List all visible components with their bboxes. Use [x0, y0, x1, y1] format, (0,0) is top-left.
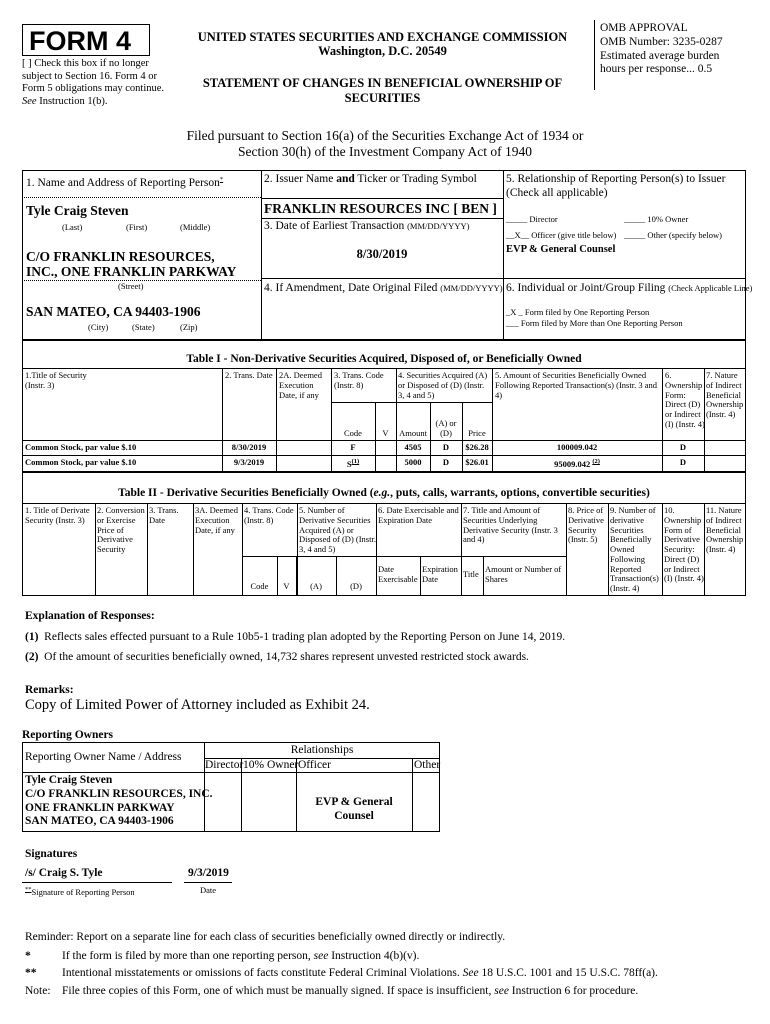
omb-title: OMB APPROVAL [600, 22, 688, 34]
explanation-item-2: (2) Of the amount of securities beneficially owned, 14,732 shares represent unvested restricted stock awards. [25, 651, 529, 663]
t2-sub-expiration: Expiration Date [422, 564, 458, 584]
t1-row2-title: Common Stock, par value $.10 [25, 457, 137, 467]
t1-col-date: 2. Trans. Date [225, 370, 273, 380]
t1-row1-form: D [679, 442, 687, 452]
reporting-person-name: Tyle Craig Steven [26, 203, 129, 218]
signer-name: /s/ Craig S. Tyle [25, 867, 103, 879]
reminder: Reminder: Report on a separate line for each class of securities beneficially owned directly or indirectly. [25, 931, 506, 943]
note-3: File three copies of this Form, one of which must be manually signed. If space is insufficient, see Instruction 6 for procedure. [62, 985, 639, 997]
owner-name-address: Tyle Craig Steven C/O FRANKLIN RESOURCES, INC. ONE FRANKLIN PARKWAY SAN MATEO, CA 94403-1906 [25, 774, 213, 828]
t1-col-code: 3. Trans. Code (Instr. 8) [334, 370, 384, 390]
footnote-2-link[interactable]: (2) [592, 458, 600, 465]
t2-sub-a: (A) [310, 581, 322, 591]
t2-col-deemed: 3A. Deemed Execution Date, if any [195, 505, 238, 535]
t1-col-acquired: 4. Securities Acquired (A) or Disposed of (D) (Instr. 3, 4 and 5) [398, 370, 488, 400]
form-title: FORM 4 [29, 26, 132, 56]
label-first: (First) [126, 222, 148, 232]
owner-officer-title: EVP & General Counsel [315, 796, 393, 822]
t1-col-owned: 5. Amount of Securities Beneficially Owned Following Reported Transaction(s) (Instr. 3 and 4) [495, 370, 657, 400]
statement-title: STATEMENT OF CHANGES IN BENEFICIAL OWNERSHIP OF SECURITIES [202, 76, 563, 105]
t1-sub-price: Price [468, 428, 486, 438]
box3-label: 3. Date of Earliest Transaction (MM/DD/YYYY) [264, 220, 470, 232]
explanation-item-1: (1) Reflects sales effected pursuant to a Rule 10b5-1 trading plan adopted by the Reporting Person on June 14, 2019. [25, 631, 566, 643]
t2-col-title: 1. Title of Derivate Security (Instr. 3) [25, 505, 90, 525]
footnote-1-link[interactable]: (1) [351, 458, 360, 465]
t1-row2-owned: 95009.042 $^{(2)}$ [554, 458, 600, 469]
officer-checkbox[interactable]: __X__ Officer (give title below) [506, 230, 617, 240]
street-line1: C/O FRANKLIN RESOURCES, [26, 249, 215, 264]
t1-sub-amount: Amount [399, 428, 427, 438]
t2-col-number: 5. Number of Derivative Securities Acquired (A) or Disposed of (D) (Instr. 3, 4 and 5) [299, 505, 376, 555]
remarks-text: Copy of Limited Power of Attorney included as Exhibit 24. [25, 697, 370, 713]
t1-row2-price: $26.01 [465, 457, 489, 467]
owners-col-relationships: Relationships [290, 744, 354, 756]
officer-title: EVP & General Counsel [506, 244, 616, 255]
t1-row2-amount: 5000 [404, 457, 422, 467]
t2-col-code: 4. Trans. Code (Instr. 8) [244, 505, 294, 525]
t1-col-nature: 7. Nature of Indirect Beneficial Ownership (Instr. 4) [706, 370, 744, 420]
omb-burden: Estimated average burden [600, 49, 720, 62]
omb-number: OMB Number: 3235-0287 [600, 35, 723, 48]
t1-row2-date: 9/3/2019 [233, 457, 265, 467]
city-state-zip: SAN MATEO, CA 94403-1906 [26, 304, 201, 319]
t2-col-date: 3. Trans. Date [149, 505, 179, 525]
t1-sub-v: V [382, 428, 389, 438]
t1-row1-date: 8/30/2019 [231, 442, 267, 452]
note-mark-3: Note: [25, 985, 51, 997]
t2-sub-d: (D) [350, 581, 362, 591]
owners-col-officer: Officer [298, 759, 331, 771]
street-line2: INC., ONE FRANKLIN PARKWAY [26, 264, 237, 279]
note-2: Intentional misstatements or omissions of facts constitute Federal Criminal Violations. See 18 U.S.C. 1001 and 15 U.S.C. 78ff(a). [62, 967, 658, 979]
t1-row1-title: Common Stock, par value $.10 [25, 442, 137, 452]
t2-sub-v: V [283, 581, 290, 591]
remarks-title: Remarks: [25, 684, 74, 696]
owners-col-director: Director [205, 759, 244, 771]
ten-percent-owner-checkbox[interactable]: _____ 10% Owner [624, 214, 689, 224]
label-zip: (Zip) [180, 322, 198, 332]
agency-name: UNITED STATES SECURITIES AND EXCHANGE COMMISSION [197, 30, 568, 44]
filed-pursuant-line2: Section 30(h) of the Investment Company Act of 1940 [238, 144, 532, 159]
t1-sub-code: Code [344, 428, 362, 438]
label-street: (Street) [118, 281, 144, 291]
signature-label: **Signature of Reporting Person [25, 886, 135, 897]
label-middle: (Middle) [180, 222, 211, 232]
box4-label: 4. If Amendment, Date Original Filed (MM/DD/YYYY) [264, 282, 503, 294]
t1-sub-aord: (A) or (D) [435, 418, 457, 438]
t1-col-form: 6. Ownership Form: Direct (D) or Indirect (I) (Instr. 4) [665, 370, 705, 429]
t2-sub-code: Code [250, 581, 269, 591]
multiple-reporting-persons-option[interactable]: ___ Form filed by More than One Reporting Person [506, 318, 683, 328]
date-label: Date [200, 885, 217, 895]
t2-col-form: 10. Ownership Form of Derivative Security: Direct (D) or Indirect (I) (Instr. 4) [664, 505, 704, 584]
t2-col-underlying: 7. Title and Amount of Securities Underlying Derivative Security (Instr. 3 and 4) [463, 505, 558, 545]
signatures-title: Signatures [25, 848, 78, 860]
owners-col-other: Other [414, 759, 441, 771]
table2-title: Table II - Derivative Securities Beneficially Owned (e.g., puts, calls, warrants, options, convertible securities) [118, 487, 650, 499]
t1-col-title: 1.Title of Security (Instr. 3) [25, 370, 87, 390]
table1-title: Table I - Non-Derivative Securities Acquired, Disposed of, or Beneficially Owned [186, 353, 582, 365]
other-checkbox[interactable]: _____ Other (specify below) [624, 230, 722, 240]
t2-col-nature: 11. Nature of Indirect Beneficial Ownership (Instr. 4) [706, 505, 744, 555]
form-title-box [22, 24, 150, 56]
t1-row1-owned: 100009.042 [556, 442, 598, 452]
note-mark-1: * [25, 950, 31, 962]
note-mark-2: ** [25, 967, 37, 979]
t2-col-owned: 9. Number of derivative Securities Beneficially Owned Following Reported Transaction(s) (Instr. 4) [610, 505, 659, 594]
director-checkbox[interactable]: _____ Director [506, 214, 558, 224]
agency-location: Washington, D.C. 20549 [318, 44, 447, 58]
t1-row2-aord: D [442, 457, 450, 467]
t2-col-exercisable: 6. Date Exercisable and Expiration Date [378, 505, 459, 525]
no-longer-subject-checkbox[interactable]: [ ] Check this box if no longer subject to Section 16. Form 4 or Form 5 obligations may continue. See Instruction 1(b). [22, 58, 165, 107]
box6-label: 6. Individual or Joint/Group Filing (Check Applicable Line) [506, 282, 753, 294]
box2-label: 2. Issuer Name and Ticker or Trading Symbol [264, 173, 477, 185]
box5-label: 5. Relationship of Reporting Person(s) to Issuer (Check all applicable) [506, 173, 726, 199]
t2-col-conversion: 2. Conversion or Exercise Price of Derivative Security [97, 505, 145, 555]
omb-box [594, 20, 595, 90]
issuer-name-ticker: FRANKLIN RESOURCES INC [ BEN ] [264, 201, 497, 216]
t1-row2-code: $S^{(1)}$ [346, 458, 360, 469]
owners-col-ten-pct: 10% Owner [243, 759, 299, 771]
explanation-title: Explanation of Responses: [25, 610, 155, 622]
t1-col-deemed: 2A. Deemed Execution Date, if any [279, 370, 322, 400]
t2-sub-amount: Amount or Number of Shares [485, 564, 562, 584]
t1-row1-aord: D [442, 442, 450, 452]
omb-approval [600, 22, 760, 77]
owners-title: Reporting Owners [22, 729, 114, 741]
t2-col-price: 8. Price of Derivative Security (Instr. 5) [568, 505, 604, 545]
filed-pursuant-line1: Filed pursuant to Section 16(a) of the Securities Exchange Act of 1934 or [186, 128, 584, 143]
note-1: If the form is filed by more than one reporting person, see Instruction 4(b)(v). [62, 950, 420, 962]
t1-row1-price: $26.28 [465, 442, 489, 452]
t2-sub-exercisable: Date Exercisable [378, 564, 418, 584]
t1-row1-code: F [350, 442, 356, 452]
owners-col-name: Reporting Owner Name / Address [25, 751, 182, 763]
earliest-transaction-date: 8/30/2019 [356, 247, 408, 261]
box1-label: 1. Name and Address of Reporting Person* [26, 176, 224, 189]
signature-date: 9/3/2019 [188, 867, 229, 879]
label-state: (State) [132, 322, 155, 332]
label-last: (Last) [62, 222, 83, 232]
t1-row2-form: D [679, 457, 687, 467]
t2-sub-title: Title [463, 569, 479, 579]
t1-row1-amount: 4505 [404, 442, 422, 452]
one-reporting-person-option[interactable]: _X _ Form filed by One Reporting Person [506, 307, 650, 317]
label-city: (City) [88, 322, 109, 332]
omb-hours: hours per response... 0.5 [600, 63, 713, 76]
